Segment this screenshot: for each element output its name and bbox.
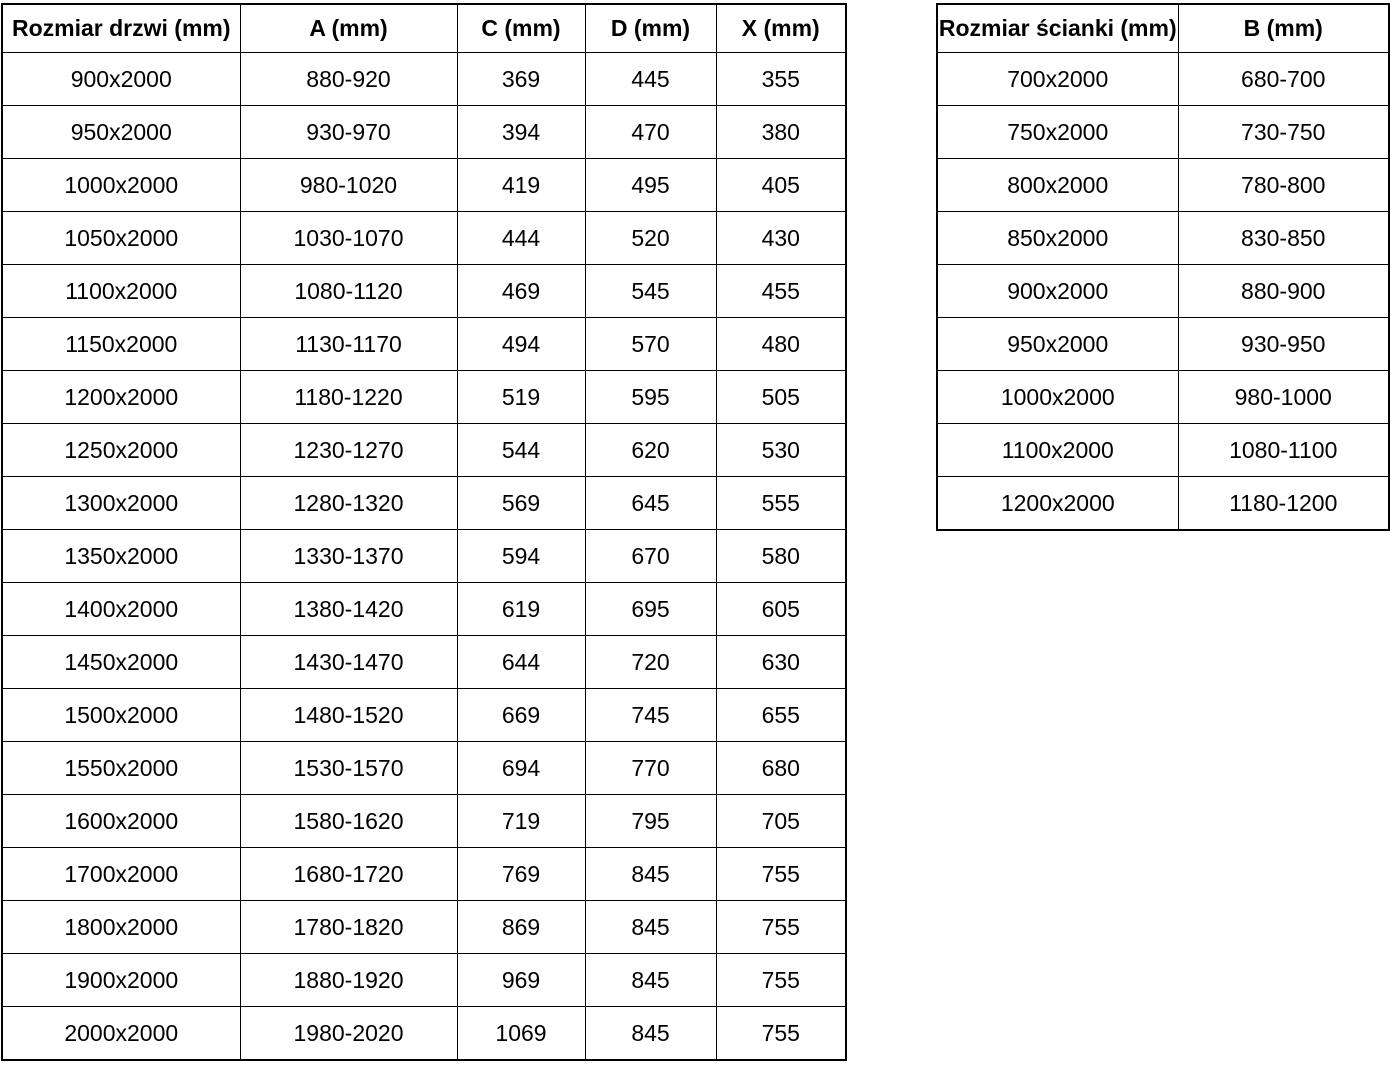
table-row [2, 636, 846, 689]
table-cell: 444 [457, 212, 585, 265]
table-cell: 755 [716, 901, 846, 954]
table-cell: 520 [585, 212, 716, 265]
table-cell: 850x2000 [937, 212, 1178, 265]
dimension-d-column-header: D (mm) [585, 4, 716, 53]
table-cell: 1450x2000 [2, 636, 240, 689]
table-cell: 630 [716, 636, 846, 689]
table-cell: 950x2000 [937, 318, 1178, 371]
table-row [2, 371, 846, 424]
table-cell: 655 [716, 689, 846, 742]
table-cell: 900x2000 [2, 53, 240, 106]
table-row [937, 318, 1389, 371]
table-cell: 670 [585, 530, 716, 583]
table-cell: 695 [585, 583, 716, 636]
table-cell: 494 [457, 318, 585, 371]
table-cell: 830-850 [1178, 212, 1389, 265]
panel-size-column-header: Rozmiar ścianki (mm) [937, 4, 1178, 53]
table-cell: 530 [716, 424, 846, 477]
table-cell: 469 [457, 265, 585, 318]
table-cell: 1080-1100 [1178, 424, 1389, 477]
table-cell: 1430-1470 [240, 636, 457, 689]
table-cell: 394 [457, 106, 585, 159]
table-cell: 720 [585, 636, 716, 689]
table-row [2, 954, 846, 1007]
table-cell: 900x2000 [937, 265, 1178, 318]
table-cell: 1069 [457, 1007, 585, 1061]
table-cell: 969 [457, 954, 585, 1007]
table-cell: 369 [457, 53, 585, 106]
table-cell: 519 [457, 371, 585, 424]
table-cell: 1700x2000 [2, 848, 240, 901]
table-cell: 1180-1220 [240, 371, 457, 424]
table-cell: 495 [585, 159, 716, 212]
table-cell: 1050x2000 [2, 212, 240, 265]
panel-table-header-row [937, 4, 1389, 53]
table-cell: 845 [585, 954, 716, 1007]
table-cell: 1250x2000 [2, 424, 240, 477]
table-cell: 1530-1570 [240, 742, 457, 795]
table-cell: 880-900 [1178, 265, 1389, 318]
table-row [937, 265, 1389, 318]
table-row [2, 53, 846, 106]
table-cell: 1880-1920 [240, 954, 457, 1007]
table-cell: 930-970 [240, 106, 457, 159]
table-cell: 405 [716, 159, 846, 212]
table-cell: 555 [716, 477, 846, 530]
table-cell: 1550x2000 [2, 742, 240, 795]
table-cell: 1030-1070 [240, 212, 457, 265]
table-row [2, 530, 846, 583]
table-cell: 1200x2000 [937, 477, 1178, 531]
table-cell: 645 [585, 477, 716, 530]
table-cell: 845 [585, 901, 716, 954]
table-row [2, 318, 846, 371]
table-cell: 980-1020 [240, 159, 457, 212]
table-cell: 1680-1720 [240, 848, 457, 901]
table-cell: 455 [716, 265, 846, 318]
table-cell: 1980-2020 [240, 1007, 457, 1061]
table-cell: 1150x2000 [2, 318, 240, 371]
table-cell: 1500x2000 [2, 689, 240, 742]
table-row [2, 424, 846, 477]
table-cell: 480 [716, 318, 846, 371]
table-cell: 594 [457, 530, 585, 583]
table-cell: 930-950 [1178, 318, 1389, 371]
door-dimensions-table [1, 3, 847, 1061]
table-cell: 845 [585, 1007, 716, 1061]
table-cell: 680 [716, 742, 846, 795]
table-cell: 505 [716, 371, 846, 424]
table-cell: 544 [457, 424, 585, 477]
table-cell: 730-750 [1178, 106, 1389, 159]
table-cell: 355 [716, 53, 846, 106]
table-cell: 694 [457, 742, 585, 795]
table-cell: 1480-1520 [240, 689, 457, 742]
table-cell: 755 [716, 1007, 846, 1061]
table-cell: 605 [716, 583, 846, 636]
table-cell: 1080-1120 [240, 265, 457, 318]
table-cell: 1800x2000 [2, 901, 240, 954]
table-row [937, 159, 1389, 212]
table-row [2, 159, 846, 212]
table-cell: 845 [585, 848, 716, 901]
table-cell: 755 [716, 954, 846, 1007]
table-row [2, 795, 846, 848]
dimension-c-column-header: C (mm) [457, 4, 585, 53]
table-cell: 669 [457, 689, 585, 742]
table-row [937, 53, 1389, 106]
table-cell: 1380-1420 [240, 583, 457, 636]
table-cell: 595 [585, 371, 716, 424]
table-cell: 869 [457, 901, 585, 954]
table-row [937, 106, 1389, 159]
table-cell: 619 [457, 583, 585, 636]
door-table-header-row [2, 4, 846, 53]
table-cell: 1200x2000 [2, 371, 240, 424]
dimension-x-column-header: X (mm) [716, 4, 846, 53]
table-cell: 950x2000 [2, 106, 240, 159]
table-row [2, 742, 846, 795]
dimension-b-column-header: B (mm) [1178, 4, 1389, 53]
table-cell: 770 [585, 742, 716, 795]
table-cell: 705 [716, 795, 846, 848]
table-cell: 1330-1370 [240, 530, 457, 583]
table-cell: 1300x2000 [2, 477, 240, 530]
table-cell: 1900x2000 [2, 954, 240, 1007]
table-row [937, 477, 1389, 531]
table-row [937, 212, 1389, 265]
table-cell: 800x2000 [937, 159, 1178, 212]
table-cell: 1280-1320 [240, 477, 457, 530]
table-cell: 680-700 [1178, 53, 1389, 106]
table-row [2, 583, 846, 636]
table-cell: 700x2000 [937, 53, 1178, 106]
table-cell: 445 [585, 53, 716, 106]
table-cell: 1580-1620 [240, 795, 457, 848]
table-cell: 1180-1200 [1178, 477, 1389, 531]
table-cell: 1350x2000 [2, 530, 240, 583]
table-cell: 719 [457, 795, 585, 848]
table-row [2, 265, 846, 318]
table-row [937, 371, 1389, 424]
table-cell: 570 [585, 318, 716, 371]
table-cell: 980-1000 [1178, 371, 1389, 424]
table-cell: 1100x2000 [2, 265, 240, 318]
table-cell: 620 [585, 424, 716, 477]
table-row [2, 212, 846, 265]
door-size-column-header: Rozmiar drzwi (mm) [2, 4, 240, 53]
table-cell: 545 [585, 265, 716, 318]
table-row [937, 424, 1389, 477]
table-cell: 569 [457, 477, 585, 530]
table-row [2, 477, 846, 530]
table-row [2, 901, 846, 954]
table-cell: 745 [585, 689, 716, 742]
table-cell: 1600x2000 [2, 795, 240, 848]
table-cell: 1100x2000 [937, 424, 1178, 477]
table-cell: 1780-1820 [240, 901, 457, 954]
table-cell: 419 [457, 159, 585, 212]
table-cell: 795 [585, 795, 716, 848]
table-row [2, 106, 846, 159]
table-cell: 644 [457, 636, 585, 689]
table-cell: 1000x2000 [2, 159, 240, 212]
table-row [2, 1007, 846, 1061]
table-cell: 380 [716, 106, 846, 159]
table-row [2, 689, 846, 742]
table-cell: 1230-1270 [240, 424, 457, 477]
table-cell: 755 [716, 848, 846, 901]
table-cell: 1400x2000 [2, 583, 240, 636]
wall-panel-dimensions-table [936, 3, 1390, 531]
table-cell: 750x2000 [937, 106, 1178, 159]
table-cell: 580 [716, 530, 846, 583]
dimension-a-column-header: A (mm) [240, 4, 457, 53]
table-cell: 470 [585, 106, 716, 159]
table-row [2, 848, 846, 901]
table-cell: 1130-1170 [240, 318, 457, 371]
table-cell: 430 [716, 212, 846, 265]
table-cell: 1000x2000 [937, 371, 1178, 424]
table-cell: 2000x2000 [2, 1007, 240, 1061]
table-cell: 880-920 [240, 53, 457, 106]
table-cell: 769 [457, 848, 585, 901]
table-cell: 780-800 [1178, 159, 1389, 212]
